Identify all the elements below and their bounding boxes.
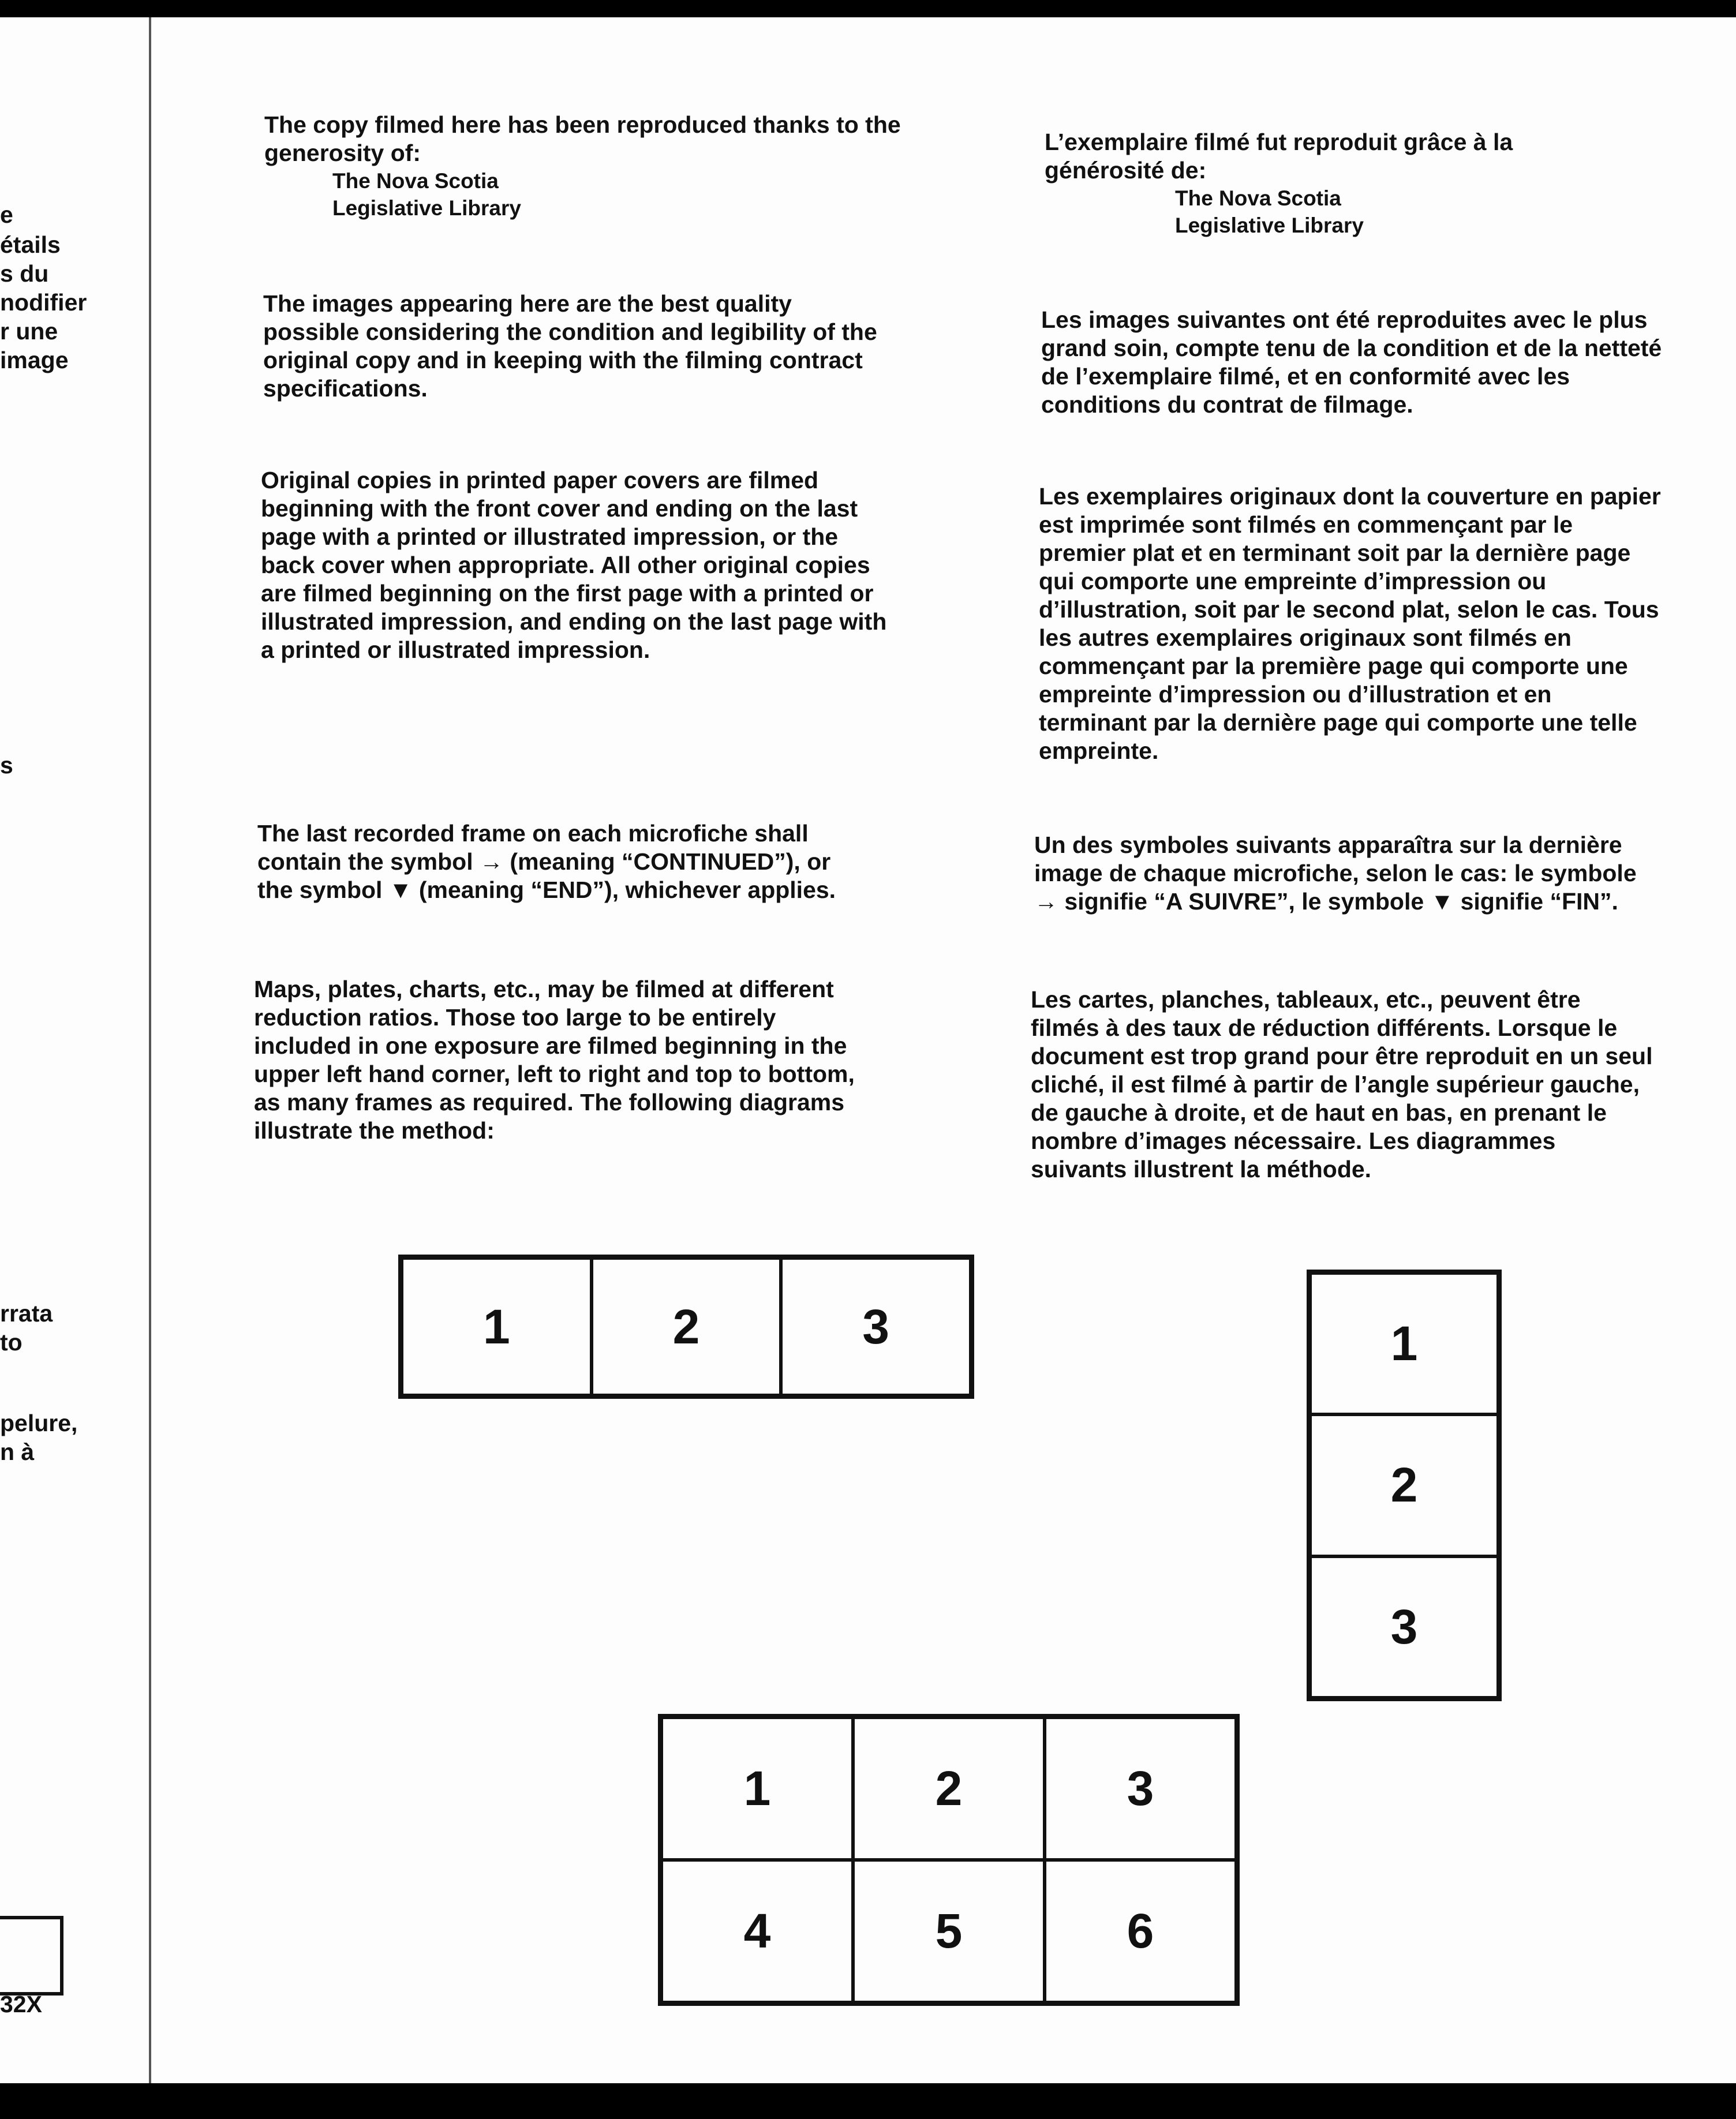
frame-cell: 1 xyxy=(661,1717,853,1860)
english-quality-paragraph: The images appearing here are the best quality possible considering the condition and legibility of the original copy and in keeping with the filming contract specifications. xyxy=(263,290,877,402)
english-institution-line2: Legislative Library xyxy=(332,196,521,220)
french-quality-paragraph: Les images suivantes ont été reproduites avec le plus grand soin, compte tenu de la condition et de la netteté de l’exemplaire filmé, et en conformité avec les conditions du contrat de filmage. xyxy=(1041,306,1662,418)
fragment-line: e xyxy=(0,201,13,228)
left-page-fragment xyxy=(0,17,149,2083)
frame-cell: 2 xyxy=(592,1258,781,1395)
frame-cell: 5 xyxy=(853,1860,1045,2002)
reduction-scale-box xyxy=(0,1916,63,1996)
fragment-line: rrata xyxy=(0,1300,53,1327)
fragment-line: s xyxy=(0,752,13,778)
frame-cell: 6 xyxy=(1045,1860,1236,2002)
frame-cell: 3 xyxy=(1310,1556,1498,1698)
french-symbol-paragraph xyxy=(1034,831,1640,916)
frame-cell: 1 xyxy=(402,1258,592,1395)
bottom-black-border xyxy=(0,2083,1736,2119)
fragment-line: étails xyxy=(0,231,61,258)
fragment-line: nodifier xyxy=(0,289,87,316)
french-institution-line1: The Nova Scotia xyxy=(1175,186,1341,210)
english-institution-line1: The Nova Scotia xyxy=(332,169,499,193)
english-symbol-text-post: (meaning “END”), whichever applies. xyxy=(418,877,836,903)
end-symbol-icon: ▼ xyxy=(388,877,413,903)
english-symbol-text-pre: The last recorded frame on each microfiche shall contain the symbol xyxy=(257,820,809,875)
frame-cell: 3 xyxy=(781,1258,971,1395)
fragment-line: n à xyxy=(0,1439,35,1465)
english-thanks-block xyxy=(264,111,922,222)
french-covers-paragraph: Les exemplaires originaux dont la couverture en papier est imprimée sont filmés en commençant par le premier plat et en terminant soit par la dernière page qui comporte une empreinte d’impression ou d’illustration, soit par le second plat, selon le cas. Tous les autres exemplaires originaux sont filmés en commençant par la première page qui comporte une empreinte d’impression ou d’illustration et en terminant par la dernière page qui comporte une telle empreinte. xyxy=(1039,483,1661,764)
reduction-ratio-label: 32X xyxy=(0,1991,42,2017)
english-covers-paragraph: Original copies in printed paper covers are filmed beginning with the front cover and ending on the last page with a printed or illustrated impression, or the back cover when appropriate. All other original copies are filmed beginning on the first page with a printed or illustrated impression, and ending on the last page with a printed or illustrated impression. xyxy=(261,467,887,663)
english-symbol-text-mid: (meaning “CONTINUED”), or the symbol xyxy=(257,848,831,903)
fragment-line: image xyxy=(0,347,69,373)
frame-cell: 1 xyxy=(1310,1273,1498,1414)
grid-frame-diagram xyxy=(658,1714,1240,2006)
end-symbol-icon: ▼ xyxy=(1430,888,1454,915)
french-symbol-text-pre: Un des symboles suivants apparaîtra sur la dernière image de chaque microfiche, selon le cas: le symbole xyxy=(1034,832,1637,886)
french-thanks-intro: L’exemplaire filmé fut reproduit grâce à la générosité de: xyxy=(1045,129,1513,184)
english-thanks-intro: The copy filmed here has been reproduced thanks to the generosity of: xyxy=(264,111,901,166)
fragment-line: to xyxy=(0,1329,23,1356)
english-maps-paragraph: Maps, plates, charts, etc., may be filmed at different reduction ratios. Those too large to be entirely included in one exposure are filmed beginning in the upper left hand corner, left to right and top to bottom, as many frames as required. The following diagrams illustrate the method: xyxy=(254,976,855,1144)
fragment-line: pelure, xyxy=(0,1410,78,1436)
frame-cell: 3 xyxy=(1045,1717,1236,1860)
french-thanks-block xyxy=(1045,128,1622,239)
frame-cell: 2 xyxy=(853,1717,1045,1860)
french-maps-paragraph: Les cartes, planches, tableaux, etc., peuvent être filmés à des taux de réduction différents. Lorsque le document est trop grand pour être reproduit en un seul cliché, il est filmé à partir de l’angle supérieur gauche, de gauche à droite, et de haut en bas, en prenant le nombre d’images nécessaire. Les diagrammes suivants illustrent la méthode. xyxy=(1031,986,1653,1182)
top-black-border xyxy=(0,0,1736,17)
french-institution-line2: Legislative Library xyxy=(1175,214,1364,237)
vertical-frame-diagram xyxy=(1307,1270,1502,1701)
horizontal-frame-diagram xyxy=(398,1255,974,1399)
frame-cell: 4 xyxy=(661,1860,853,2002)
english-symbol-paragraph xyxy=(257,819,858,904)
continued-symbol-icon: → xyxy=(480,848,504,875)
french-symbol-text-post: signifie “FIN”. xyxy=(1460,888,1618,915)
continued-symbol-icon: → xyxy=(1034,888,1058,915)
frame-cell: 2 xyxy=(1310,1414,1498,1556)
fragment-line: r une xyxy=(0,318,58,345)
french-symbol-text-mid: signifie “A SUIVRE”, le symbole xyxy=(1064,888,1424,915)
fragment-line: s du xyxy=(0,260,49,287)
